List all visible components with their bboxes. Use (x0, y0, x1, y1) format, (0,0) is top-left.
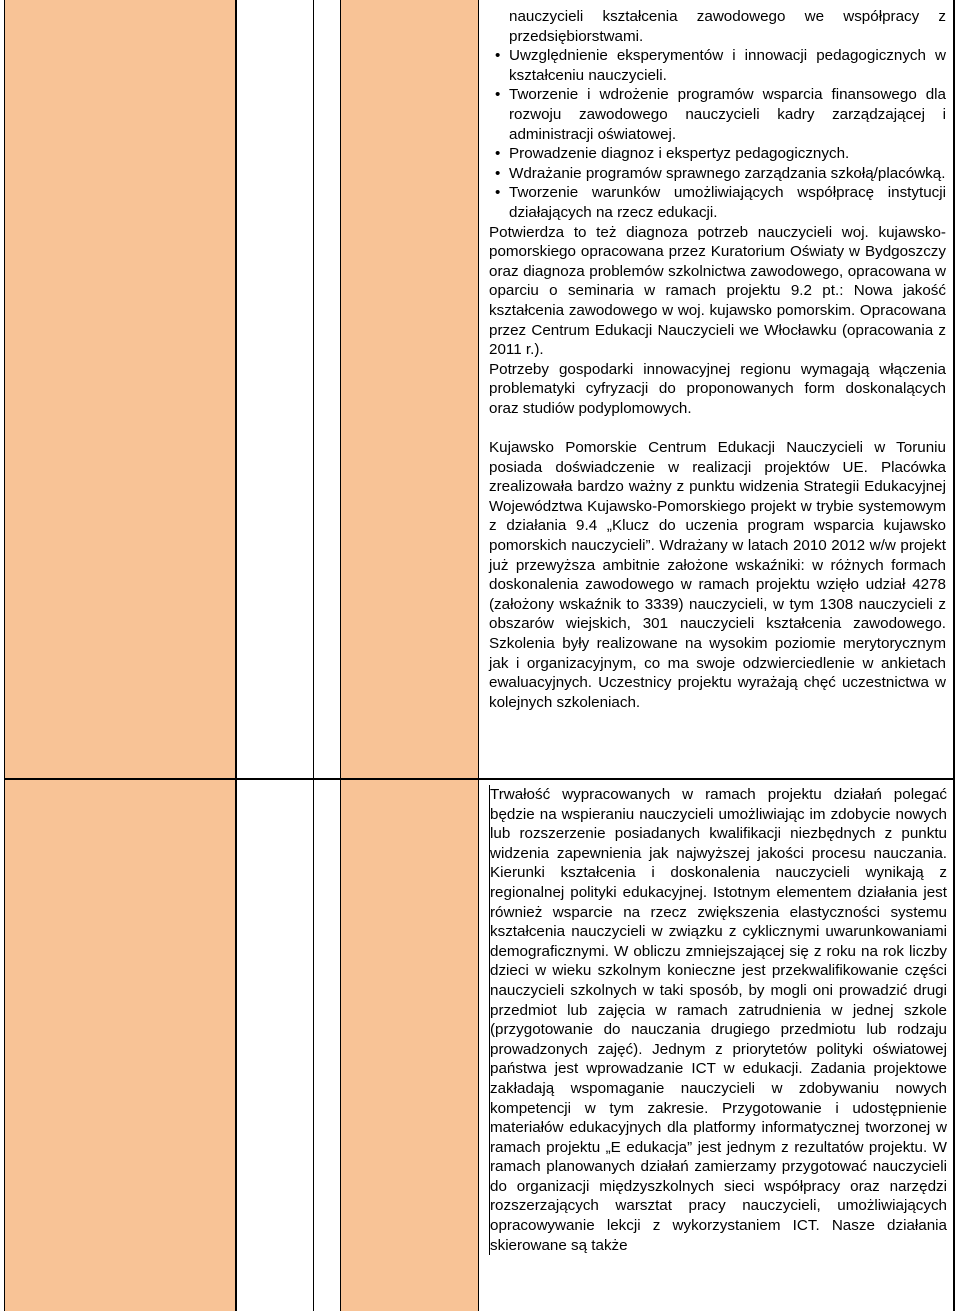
table-border-right (953, 0, 955, 1311)
table-row-divider (5, 778, 955, 780)
bullet-icon: • (495, 86, 501, 104)
table-column-1-shaded (5, 0, 237, 1311)
paragraph-sustainability: Trwałość wypracowanych w ramach projektu działań polegać będzie na wspieraniu nauczycieli umożliwiając im zdobycie nowych lub rozszerzenie posiadanych kwalifikacji niezbędnych z punktu widzenia zapewnienia jak najwyższej jakości procesu nauczania. Kierunki kształcenia i doskonalenia nauczycieli wynikają z regionalnej polityki edukacyjnej. Istotnym elementem działania jest również wsparcie na rzecz zwiększenia elastyczności systemu kształcenia nauczycieli w związku z cyklicznymi uwarunkowaniami demograficznymi. W obliczu zmniejszającej się z roku na rok liczby dzieci w wieku szkolnym konieczne jest przekwalifikowanie części nauczycieli szkolnych w taki sposób, by mogli oni prowadzić drugi przedmiot lub zajęcia w ramach zatrudnienia w jednej szkole (przygotowanie do nauczania drugiego przedmiotu lub rodzaju prowadzonych zajęć). Jednym z priorytetów polityki oświatowej państwa jest wprowadzanie ICT w edukacji. Zadania projektowe zakładają wspomaganie nauczycieli w zdobywaniu nowych kompetencji w tym zakresie. Przygotowanie i udostępnienie materiałów edukacyjnych dla platformy informatycznej tworzonej w ramach projektu „E edukacja” jest jednym z rezultatów projektu. W ramach planowanych działań zamierzamy przygotować nauczycieli do organizacji międzyszkolnych sieci współpracy oraz narzędzi rozszerzających warsztat pracy nauczycieli, umożliwiających opracowywanie lekcji z wykorzystaniem ICT. Nasze działania skierowane są także (490, 786, 947, 1254)
cell-text-section-3 (489, 785, 947, 1255)
bullet-icon: • (495, 145, 501, 163)
bullet-icon: • (495, 184, 501, 202)
bullet-item: • Uwzględnienie eksperymentów i innowacji pedagogicznych w kształceniu nauczycieli. (495, 47, 946, 84)
bullet-item: • Tworzenie warunków umożliwiających współpracę instytucji działających na rzecz edukacji. (495, 184, 946, 221)
bullet-item: • Prowadzenie diagnoz i ekspertyz pedagogicznych. (495, 145, 850, 163)
table-column-3 (314, 0, 341, 1311)
paragraph-diagnosis: Potwierdza to też diagnoza potrzeb nauczycieli woj. kujawsko-pomorskiego opracowana przez Kuratorium Oświaty w Bydgoszczy oraz diagnoza problemów szkolnictwa zawodowego, opracowana w oparciu o seminaria w ramach projektu 9.2 pt.: Nowa jakość kształcenia zawodowego w woj. kujawsko pomorskim. Opracowana przez Centrum Edukacji Nauczycieli we Włocławku (opracowania z 2011 r.). (489, 223, 946, 359)
bullet-list (489, 46, 946, 222)
bullet-item: • Wdrażanie programów sprawnego zarządzania szkołą/placówką. (495, 164, 946, 182)
paragraph-digitization: Potrzeby gospodarki innowacyjnej regionu wymagają włączenia problematyki cyfryzacji do proponowanych form doskonalących oraz studiów podyplomowych. (489, 360, 946, 417)
continued-bullet-text: nauczycieli kształcenia zawodowego we współpracy z przedsiębiorstwami. (509, 8, 946, 45)
bullet-icon: • (495, 47, 501, 65)
paragraph-experience: Kujawsko Pomorskie Centrum Edukacji Nauczycieli w Toruniu posiada doświadczenie w realizacji projektów UE. Placówka zrealizowała bardzo ważny z punktu widzenia Strategii Edukacyjnej Województwa Kujawsko-Pomorskiego projekt w trybie systemowym z działania 9.4 „Klucz do uczenia program wsparcia kujawsko pomorskich nauczycieli”. Wdrażany w latach 2010 2012 w/w projekt już przewyższa ambitnie założone wskaźniki: w różnych formach doskonalenia zawodowego w ramach projektu wzięło udział 4278 (założony wskaźnik to 3339) nauczycieli, w tym 1308 nauczycieli z obszarów wiejskich, 301 nauczycieli kształcenia zawodowego. Szkolenia były realizowane na wysokim poziomie merytorycznym jak i organizacyjnym, co ma swoje odzwierciedlenie w ankietach ewaluacyjnych. Uczestnicy projektu wyrażają chęć uczestnictwa w kolejnych szkoleniach. (489, 439, 946, 711)
bullet-icon: • (495, 164, 501, 182)
bullet-item: • Tworzenie i wdrożenie programów wsparcia finansowego dla rozwoju zawodowego nauczycieli kadry zarządzającej i administracji oświatowej. (495, 86, 946, 143)
table-column-4-shaded (341, 0, 479, 1311)
cell-text-section-1 (489, 7, 946, 712)
table-column-2 (237, 0, 314, 1311)
